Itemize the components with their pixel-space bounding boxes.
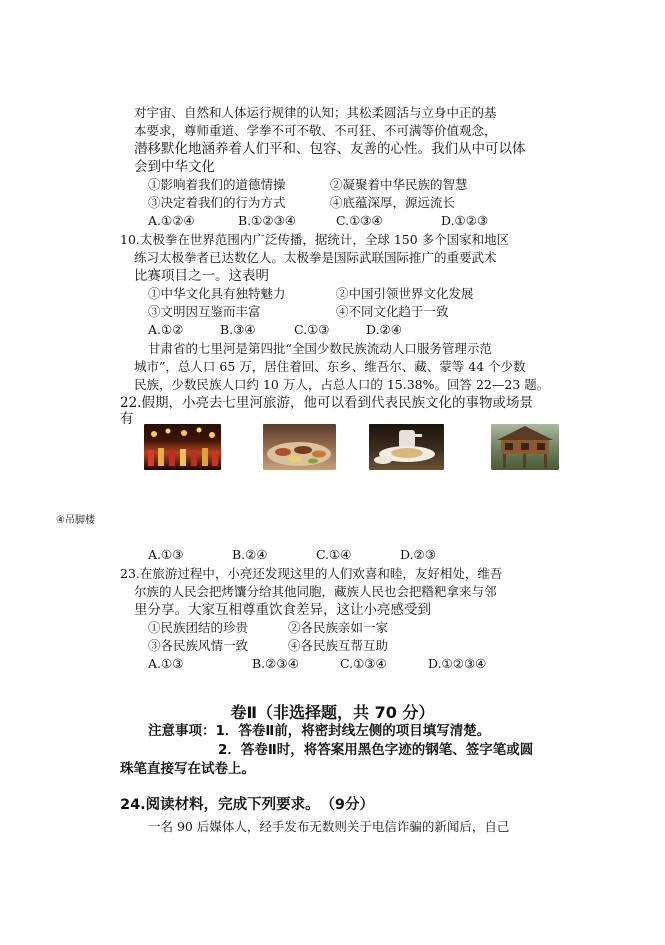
q22-image-caption: ④吊脚楼 bbox=[56, 515, 95, 526]
q24-line-1: 一名 90 后媒体人，经手发布无数则关于电信诈骗的新闻后，自己 bbox=[148, 819, 510, 834]
q22-options bbox=[148, 546, 436, 564]
q23-line-2: 尔族的人民会把烤馕分给其他同胞，藏族人民也会把糌粑拿来与邻 bbox=[134, 584, 497, 599]
butter-tea-illustration bbox=[369, 424, 444, 470]
q23-line-3: 里分享。大家互相尊重饮食差异，这让小亮感受到 bbox=[134, 602, 431, 618]
photo-folk-dance bbox=[144, 424, 221, 470]
q9-option-d: D.①②③ bbox=[441, 213, 489, 228]
q9-line-3: 潜移默化地涵养着人们平和、包容、友善的心性。我们从中可以体 bbox=[134, 141, 526, 157]
q23-options bbox=[148, 655, 486, 673]
q10-line-2: 练习太极拳者已达数亿人。太极拳是国际武联国际推广的重要武术 bbox=[134, 250, 497, 265]
passage-line-2: 城市”，总人口 65 万，居住着回、东乡、维吾尔、藏、蒙等 44 个少数 bbox=[134, 359, 526, 374]
q9-statements-row-2 bbox=[148, 194, 455, 212]
q22-line-2: 有 bbox=[120, 411, 134, 427]
part2-note-2b: 珠笔直接写在试卷上。 bbox=[120, 761, 255, 777]
q10-statement-1: ①中华文化具有独特魅力 bbox=[148, 286, 286, 301]
q10-option-c: C.①③ bbox=[294, 322, 330, 337]
q9-statement-3: ③决定着我们的行为方式 bbox=[148, 195, 286, 210]
q23-option-a: A.①③ bbox=[148, 656, 184, 671]
q23-option-c: C.①③④ bbox=[340, 656, 387, 671]
q23-statement-3: ③各民族风情一致 bbox=[148, 638, 249, 653]
q23-option-b: B.②③④ bbox=[252, 656, 299, 671]
q9-line-2: 本要求，尊师重道、学拳不可不敬、不可狂、不可满等价值观念， bbox=[134, 123, 497, 138]
photo-butter-tea bbox=[369, 424, 444, 470]
q9-line-1: 对宇宙、自然和人体运行规律的认知；其松柔圆活与立身中正的基 bbox=[134, 105, 497, 120]
photo-stilt-house bbox=[491, 424, 559, 470]
q10-options bbox=[148, 321, 402, 339]
q23-statement-4: ④各民族互帮互助 bbox=[288, 638, 389, 653]
q24-heading bbox=[120, 796, 374, 814]
q22-line-1: 22.假期，小亮去七里河旅游，他可以看到代表民族文化的事物或场景 bbox=[120, 395, 533, 411]
q9-option-b: B.①②③④ bbox=[238, 213, 296, 228]
folk-dance-illustration bbox=[144, 424, 221, 470]
q10-option-a: A.①② bbox=[148, 322, 184, 337]
q9-statement-1: ①影响着我们的道德情操 bbox=[148, 177, 286, 192]
q9-statement-4: ④底蕴深厚，源远流长 bbox=[330, 195, 456, 210]
q9-line-4: 会到中华文化 bbox=[134, 159, 215, 175]
q24-heading-text: 24.阅读材料，完成下列要求。 bbox=[120, 797, 320, 813]
q23-statement-2: ②各民族亲如一家 bbox=[288, 620, 389, 635]
q9-statement-2: ②凝聚着中华民族的智慧 bbox=[330, 177, 468, 192]
q23-statements-row-2 bbox=[148, 637, 388, 655]
q22-option-c: C.①④ bbox=[316, 547, 352, 562]
part2-note-1: 注意事项：1．答卷Ⅱ前，将密封线左侧的项目填写清楚。 bbox=[148, 723, 491, 739]
part2-title: 卷Ⅱ（非选择题，共 70 分） bbox=[230, 703, 435, 722]
q23-statements-row-1 bbox=[148, 619, 388, 637]
q23-line-1: 23.在旅游过程中，小亮还发现这里的人们欢喜和睦，友好相处，维吾 bbox=[120, 566, 503, 581]
q22-option-a: A.①③ bbox=[148, 547, 184, 562]
q9-statements-row-1 bbox=[148, 176, 468, 194]
stilt-house-illustration bbox=[491, 424, 559, 470]
passage-line-1: 甘肃省的七里河是第四批“全国少数民族流动人口服务管理示范 bbox=[148, 341, 492, 356]
q10-statement-4: ④不同文化趋于一致 bbox=[336, 304, 449, 319]
q22-option-d: D.②③ bbox=[400, 547, 436, 562]
feast-illustration bbox=[263, 424, 336, 470]
q9-options bbox=[148, 212, 488, 230]
q10-statement-2: ②中国引领世界文化发展 bbox=[336, 286, 474, 301]
q9-option-a: A.①②④ bbox=[148, 213, 195, 228]
q22-option-b: B.②④ bbox=[232, 547, 268, 562]
q24-score: （9分） bbox=[327, 797, 375, 813]
q10-statements-row-1 bbox=[148, 285, 474, 303]
q10-statement-3: ③文明因互鉴而丰富 bbox=[148, 304, 261, 319]
q10-line-1: 10.太极拳在世界范围内广泛传播，据统计，全球 150 多个国家和地区 bbox=[120, 232, 510, 247]
part2-note-2a: 2．答卷Ⅱ时，将答案用黑色字迹的钢笔、签字笔或圆 bbox=[218, 742, 534, 758]
q9-option-c: C.①③④ bbox=[336, 213, 383, 228]
q10-option-d: D.②④ bbox=[366, 322, 402, 337]
passage-line-3: 民族，少数民族人口约 10 万人，占总人口的 15.38%。回答 22—23 题。 bbox=[134, 377, 550, 392]
q23-statement-1: ①民族团结的珍贵 bbox=[148, 620, 249, 635]
q10-option-b: B.③④ bbox=[220, 322, 256, 337]
q23-option-d: D.①②③④ bbox=[428, 656, 487, 671]
q10-statements-row-2 bbox=[148, 303, 449, 321]
photo-feast bbox=[263, 424, 336, 470]
q10-line-3: 比赛项目之一。这表明 bbox=[134, 268, 269, 284]
